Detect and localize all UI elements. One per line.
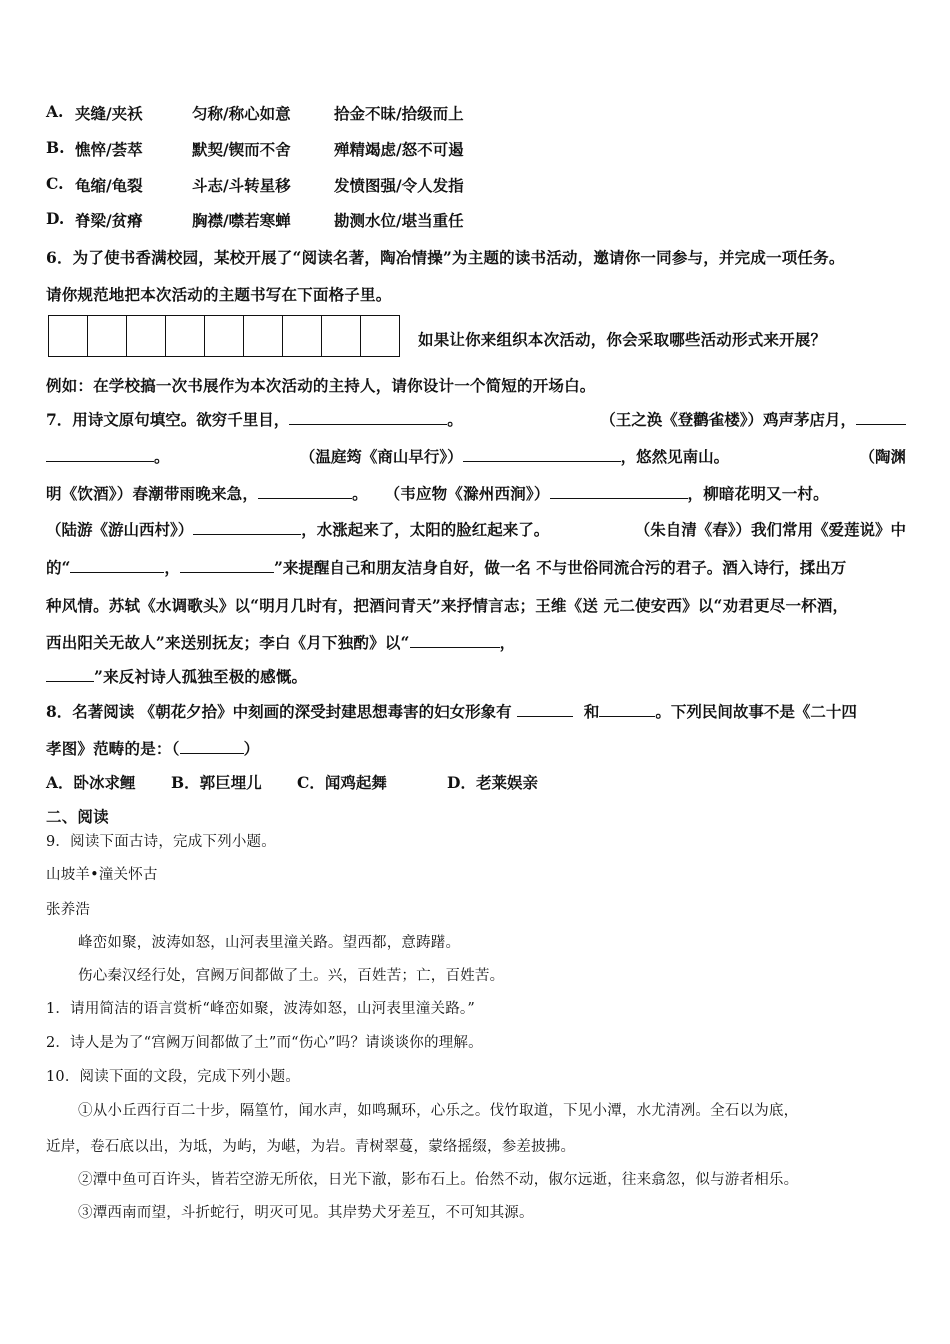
answer-blank[interactable] <box>193 519 301 535</box>
option-pair: 胸襟/噤若寒蝉 <box>192 211 291 230</box>
answer-blank[interactable] <box>180 557 274 573</box>
q7-text: （朱自清《春》）我们常用《爱莲说》中 <box>634 520 906 539</box>
answer-blank[interactable] <box>550 483 688 499</box>
q8-text: 孝图》范畴的是：（ <box>46 739 180 758</box>
q7-text: （韦应物《滁州西涧》） <box>384 484 550 503</box>
grid-cell[interactable] <box>127 316 166 356</box>
passage-paragraph: ①从小丘西行百二十步，隔篁竹，闻水声，如鸣珮环，心乐之。伐竹取道，下见小潭，水尤清冽。全石以为底， <box>78 1103 799 1119</box>
answer-blank[interactable] <box>180 738 244 754</box>
q7-line2 <box>46 445 906 467</box>
q6-line4: 例如：在学校搞一次书展作为本次活动的主持人，请你设计一个简短的开场白。 <box>46 376 596 395</box>
option-letter: A. <box>46 102 64 121</box>
poem-author: 张养浩 <box>46 902 91 918</box>
q8-text: 和 <box>583 702 600 721</box>
q7-line5 <box>46 556 906 578</box>
answer-blank[interactable] <box>289 409 447 425</box>
q8-option: A．卧冰求鲤 <box>46 773 136 792</box>
answer-blank[interactable] <box>410 632 500 648</box>
grid-cell[interactable] <box>361 316 400 356</box>
q9-sub2: 2．诗人是为了“宫阙万间都做了土”而“伤心”吗？请谈谈你的理解。 <box>46 1035 483 1051</box>
q7-text: ， <box>164 558 180 577</box>
q8-option: B．郭巨埋儿 <box>171 773 262 792</box>
q7-text: 7．用诗文原句填空。欲穷千里目， <box>46 410 290 429</box>
grid-cell[interactable] <box>166 316 205 356</box>
passage-paragraph: ③潭西南而望，斗折蛇行，明灭可见。其岸势犬牙差互，不可知其源。 <box>78 1205 534 1221</box>
q7-line7 <box>46 631 515 653</box>
q7-text: ”来提醒自己和朋友洁身自好，做一名 不与世俗同流合污的君子。酒入诗行，揉出万 <box>273 558 847 577</box>
answer-blank[interactable] <box>46 666 94 682</box>
answer-blank[interactable] <box>517 701 573 717</box>
option-pair: 拾金不昧/拾级而上 <box>334 104 464 123</box>
q7-text: ，悠然见南山。 <box>620 447 730 466</box>
q8-text: 8．名著阅读 《朝花夕拾》中刻画的深受封建思想毒害的妇女形象有 <box>46 702 512 721</box>
grid-cell[interactable] <box>283 316 322 356</box>
option-letter: C. <box>46 174 64 193</box>
grid-cell[interactable] <box>322 316 361 356</box>
grid-cell[interactable] <box>205 316 244 356</box>
option-pair: 龟缩/龟裂 <box>75 176 143 195</box>
option-letter: D. <box>46 209 65 228</box>
q8-line1 <box>46 700 906 722</box>
q8-option: C．闻鸡起舞 <box>297 773 387 792</box>
answer-blank[interactable] <box>856 409 906 425</box>
option-pair: 匀称/称心如意 <box>192 104 291 123</box>
option-pair: 斗志/斗转星移 <box>192 176 291 195</box>
grid-cell[interactable] <box>244 316 283 356</box>
q7-text: ”来反衬诗人孤独至极的感慨。 <box>94 667 308 686</box>
q6-line2: 请你规范地把本次活动的主题书写在下面格子里。 <box>46 285 392 304</box>
q7-text: 的“ <box>46 558 71 577</box>
option-letter: B. <box>46 138 65 157</box>
q7-text: （陆游《游山西村》） <box>46 520 194 539</box>
option-pair: 夹缝/夹袄 <box>75 104 143 123</box>
q8-text: ） <box>243 739 260 758</box>
q7-text: （陶渊 <box>859 447 906 466</box>
grid-cell[interactable] <box>88 316 127 356</box>
q7-line6: 种风情。苏轼《水调歌头》以“明月几时有，把酒问青天”来抒情言志；王维《送 元二使安西》以“劝君更尽一杯酒， <box>46 596 849 615</box>
option-pair: 脊梁/贫瘠 <box>75 211 143 230</box>
q7-text: （王之涣《登鹳雀楼》）鸡声茅店月， <box>600 410 856 429</box>
answer-blank[interactable] <box>463 446 621 462</box>
q7-line4 <box>46 518 906 540</box>
q7-line3 <box>46 482 829 504</box>
poem-line: 伤心秦汉经行处，宫阙万间都做了土。兴，百姓苦；亡，百姓苦。 <box>78 968 505 984</box>
q9-intro: 9．阅读下面古诗，完成下列小题。 <box>46 834 276 850</box>
poem-line: 峰峦如聚，波涛如怒，山河表里潼关路。望西都，意踌躇。 <box>78 935 461 951</box>
q8-option: D．老莱娱亲 <box>447 773 538 792</box>
section-title: 二、阅读 <box>46 807 109 826</box>
answer-grid[interactable] <box>48 315 400 357</box>
q7-text: 。 <box>352 484 368 503</box>
answer-blank[interactable] <box>599 701 655 717</box>
option-pair: 默契/锲而不舍 <box>192 140 291 159</box>
q7-text: 。 <box>447 410 463 429</box>
grid-cell[interactable] <box>49 316 88 356</box>
q7-text: （温庭筠《商山早行》） <box>299 447 463 466</box>
q9-sub1: 1．请用简洁的语言赏析“峰峦如聚，波涛如怒，山河表里潼关路。” <box>46 1001 475 1017</box>
q7-text: ， <box>499 633 516 652</box>
option-pair: 憔悴/荟萃 <box>75 140 143 159</box>
q6-line1: 6．为了使书香满校园，某校开展了“阅读名著，陶冶情操”为主题的读书活动，邀请你一同参与，并完成一项任务。 <box>46 248 845 267</box>
q7-text: ，水涨起来了，太阳的脸红起来了。 <box>301 520 550 539</box>
q8-text: 。下列民间故事不是《二十四 <box>655 702 857 721</box>
poem-title: 山坡羊•潼关怀古 <box>46 867 158 883</box>
option-pair: 殚精竭虑/怒不可遏 <box>334 140 464 159</box>
answer-blank[interactable] <box>258 483 352 499</box>
answer-blank[interactable] <box>46 446 154 462</box>
q7-text: 。 <box>154 447 170 466</box>
q10-intro: 10．阅读下面的文段，完成下列小题。 <box>46 1069 301 1085</box>
q7-text: ，柳暗花明又一村。 <box>687 484 829 503</box>
q7-text: 明《饮酒》）春潮带雨晚来急， <box>46 484 259 503</box>
option-pair: 发愤图强/令人发指 <box>334 176 464 195</box>
q7-line8 <box>46 665 307 687</box>
q6-after-grid: 如果让你来组织本次活动，你会采取哪些活动形式来开展？ <box>418 330 827 349</box>
q7-text: 西出阳关无故人”来送别抚友；李白《月下独酌》以“ <box>46 633 410 652</box>
answer-blank[interactable] <box>70 557 164 573</box>
passage-paragraph: ②潭中鱼可百许头，皆若空游无所依，日光下澈，影布石上。佁然不动，俶尔远逝，往来翕忽，似与游者相乐。 <box>78 1172 799 1188</box>
passage-paragraph: 近岸，卷石底以出，为坻，为屿，为嵁，为岩。青树翠蔓，蒙络摇缀，参差披拂。 <box>46 1139 576 1155</box>
q7-line1 <box>46 408 906 430</box>
q8-line2 <box>46 737 259 759</box>
option-pair: 勘测水位/堪当重任 <box>334 211 464 230</box>
